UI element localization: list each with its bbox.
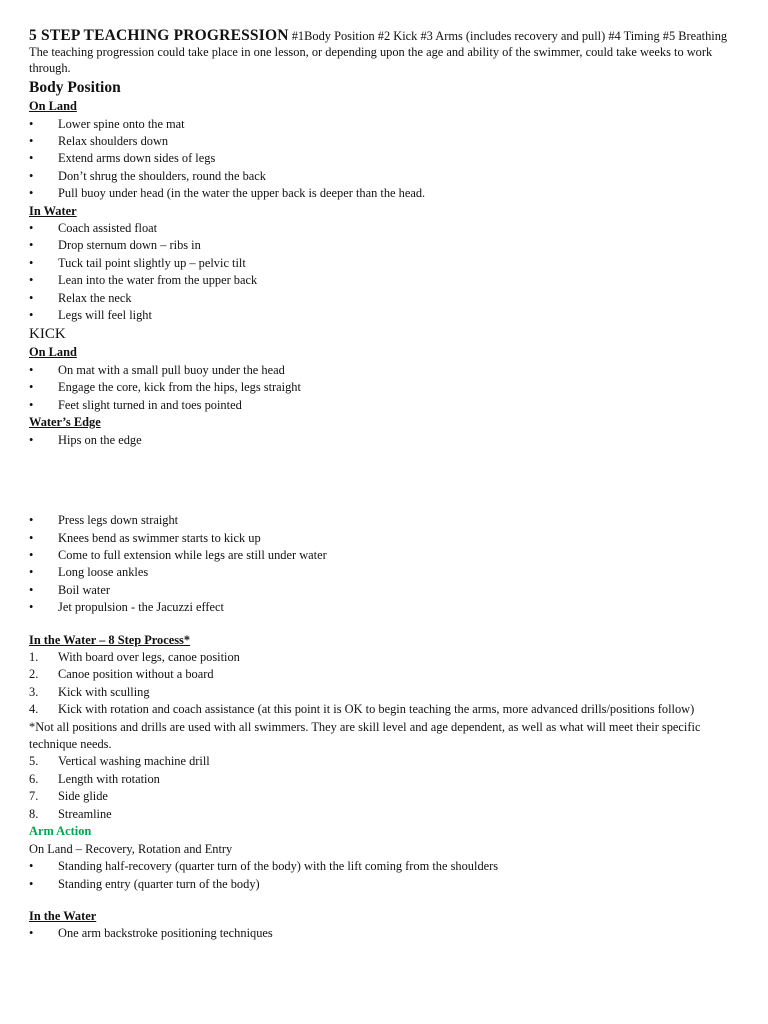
list-item-text: Long loose ankles [58,565,149,580]
list-item [29,684,739,701]
bullet-icon: • [29,859,34,874]
bullet-icon: • [29,151,34,166]
list-item-text: Don’t shrug the shoulders, round the back [58,168,266,183]
list-item [29,788,739,805]
list-item [29,220,739,237]
list-item [29,432,739,449]
list-item-text: Coach assisted float [58,221,158,236]
list-item [29,237,739,254]
bullet-icon: • [29,926,34,941]
list-item-text: Hips on the edge [58,432,142,447]
list-item [29,185,739,202]
list-item-text: Jet propulsion - the Jacuzzi effect [58,600,224,615]
list-item [29,858,739,875]
kick-in-the-water-label: In the Water – 8 Step Process* [29,632,191,647]
list-item-text: Kick with rotation and coach assistance (at this point it is OK to begin teaching the arms, more advanced drills/positions follow) [58,702,695,717]
bullet-icon: • [29,397,34,412]
list-item-text: Boil water [58,582,110,597]
kick-note: *Not all positions and drills are used with all swimmers. They are skill level and age dependent, as well as what will meet their specific technique needs. [29,719,701,752]
list-item [29,255,739,272]
list-number: 1. [29,650,39,665]
kick-on-land-list [29,362,739,414]
list-item-text: Vertical washing machine drill [58,754,210,769]
blank-space [29,617,739,632]
bullet-icon: • [29,362,34,377]
list-item-text: Lean into the water from the upper back [58,273,258,288]
kick-waters-edge-list-b [29,512,739,616]
list-item [29,116,739,133]
title-main: 5 STEP TEACHING PROGRESSION [29,27,289,44]
list-item [29,290,739,307]
list-item-text: Streamline [58,806,112,821]
intro-paragraph: The teaching progression could take place in one lesson, or depending upon the age and ability of the swimmer, could take weeks to work through. [29,45,713,75]
list-item [29,307,739,324]
kick-waters-edge-list-a [29,432,739,449]
list-item-text: Feet slight turned in and toes pointed [58,397,242,412]
list-item-text: On mat with a small pull buoy under the head [58,362,285,377]
list-item [29,806,739,823]
arm-action-on-land-list [29,858,739,893]
kick-steps-list-a [29,649,739,719]
list-item [29,133,739,150]
bullet-icon: • [29,308,34,323]
list-number: 8. [29,806,39,821]
arm-action-in-the-water-list [29,925,739,942]
bullet-icon: • [29,290,34,305]
list-item-text: Side glide [58,789,108,804]
list-item-text: Tuck tail point slightly up – pelvic tilt [58,255,246,270]
list-item-text: Drop sternum down – ribs in [58,238,201,253]
bullet-icon: • [29,600,34,615]
body-position-on-land-list [29,116,739,203]
list-item-text: Pull buoy under head (in the water the upper back is deeper than the head. [58,186,426,201]
bullet-icon: • [29,221,34,236]
list-item [29,530,739,547]
list-item [29,753,739,770]
list-item-text: Come to full extension while legs are still under water [58,547,327,562]
body-position-on-land-label: On Land [29,99,77,113]
list-number: 5. [29,754,39,769]
list-item [29,582,739,599]
list-number: 6. [29,771,39,786]
list-item-text: Legs will feel light [58,308,152,323]
kick-waters-edge-label: Water’s Edge [29,415,101,430]
list-item-text: Engage the core, kick from the hips, legs straight [58,380,301,395]
list-item-text: Standing entry (quarter turn of the body) [58,876,260,891]
list-item [29,362,739,379]
list-number: 7. [29,789,39,804]
list-item [29,876,739,893]
list-item [29,547,739,564]
bullet-icon: • [29,186,34,201]
list-item [29,925,739,942]
body-position-in-water-label: In Water [29,203,77,218]
list-item [29,649,739,666]
list-item [29,701,739,718]
list-number: 3. [29,684,39,699]
list-item [29,150,739,167]
blank-space [29,893,739,908]
list-number: 4. [29,702,39,717]
bullet-icon: • [29,432,34,447]
bullet-icon: • [29,565,34,580]
title-steps: #1Body Position #2 Kick #3 Arms (includes recovery and pull) #4 Timing #5 Breathing [288,29,728,43]
bullet-icon: • [29,582,34,597]
document-title [29,28,739,44]
arm-action-heading: Arm Action [29,824,92,839]
list-item-text: Knees bend as swimmer starts to kick up [58,530,261,545]
bullet-icon: • [29,380,34,395]
list-item-text: Canoe position without a board [58,667,214,682]
body-position-heading: Body Position [29,79,121,96]
blank-space [29,449,739,512]
list-item-text: Extend arms down sides of legs [58,151,216,166]
list-item [29,599,739,616]
list-item [29,771,739,788]
list-item-text: Standing half-recovery (quarter turn of the body) with the lift coming from the shoulders [58,859,499,874]
list-item [29,512,739,529]
list-item [29,272,739,289]
list-item [29,564,739,581]
bullet-icon: • [29,116,34,131]
kick-heading: KICK [29,326,66,343]
bullet-icon: • [29,530,34,545]
bullet-icon: • [29,238,34,253]
document-page [29,28,739,943]
list-item-text: One arm backstroke positioning techniques [58,926,273,941]
list-item-text: Press legs down straight [58,513,179,528]
list-item-text: Lower spine onto the mat [58,116,185,131]
list-item [29,168,739,185]
bullet-icon: • [29,513,34,528]
body-position-in-water-list [29,220,739,324]
list-item-text: Relax shoulders down [58,133,169,148]
bullet-icon: • [29,133,34,148]
list-number: 2. [29,667,39,682]
list-item-text: Relax the neck [58,290,132,305]
bullet-icon: • [29,168,34,183]
list-item-text: Kick with sculling [58,684,150,699]
arm-action-on-land-label: On Land – Recovery, Rotation and Entry [29,841,233,856]
list-item-text: Length with rotation [58,771,160,786]
kick-steps-list-b [29,753,739,823]
kick-on-land-label: On Land [29,345,77,360]
bullet-icon: • [29,547,34,562]
bullet-icon: • [29,876,34,891]
bullet-icon: • [29,273,34,288]
list-item [29,379,739,396]
arm-action-in-the-water-label: In the Water [29,908,97,923]
list-item [29,397,739,414]
list-item-text: With board over legs, canoe position [58,650,240,665]
bullet-icon: • [29,255,34,270]
list-item [29,666,739,683]
